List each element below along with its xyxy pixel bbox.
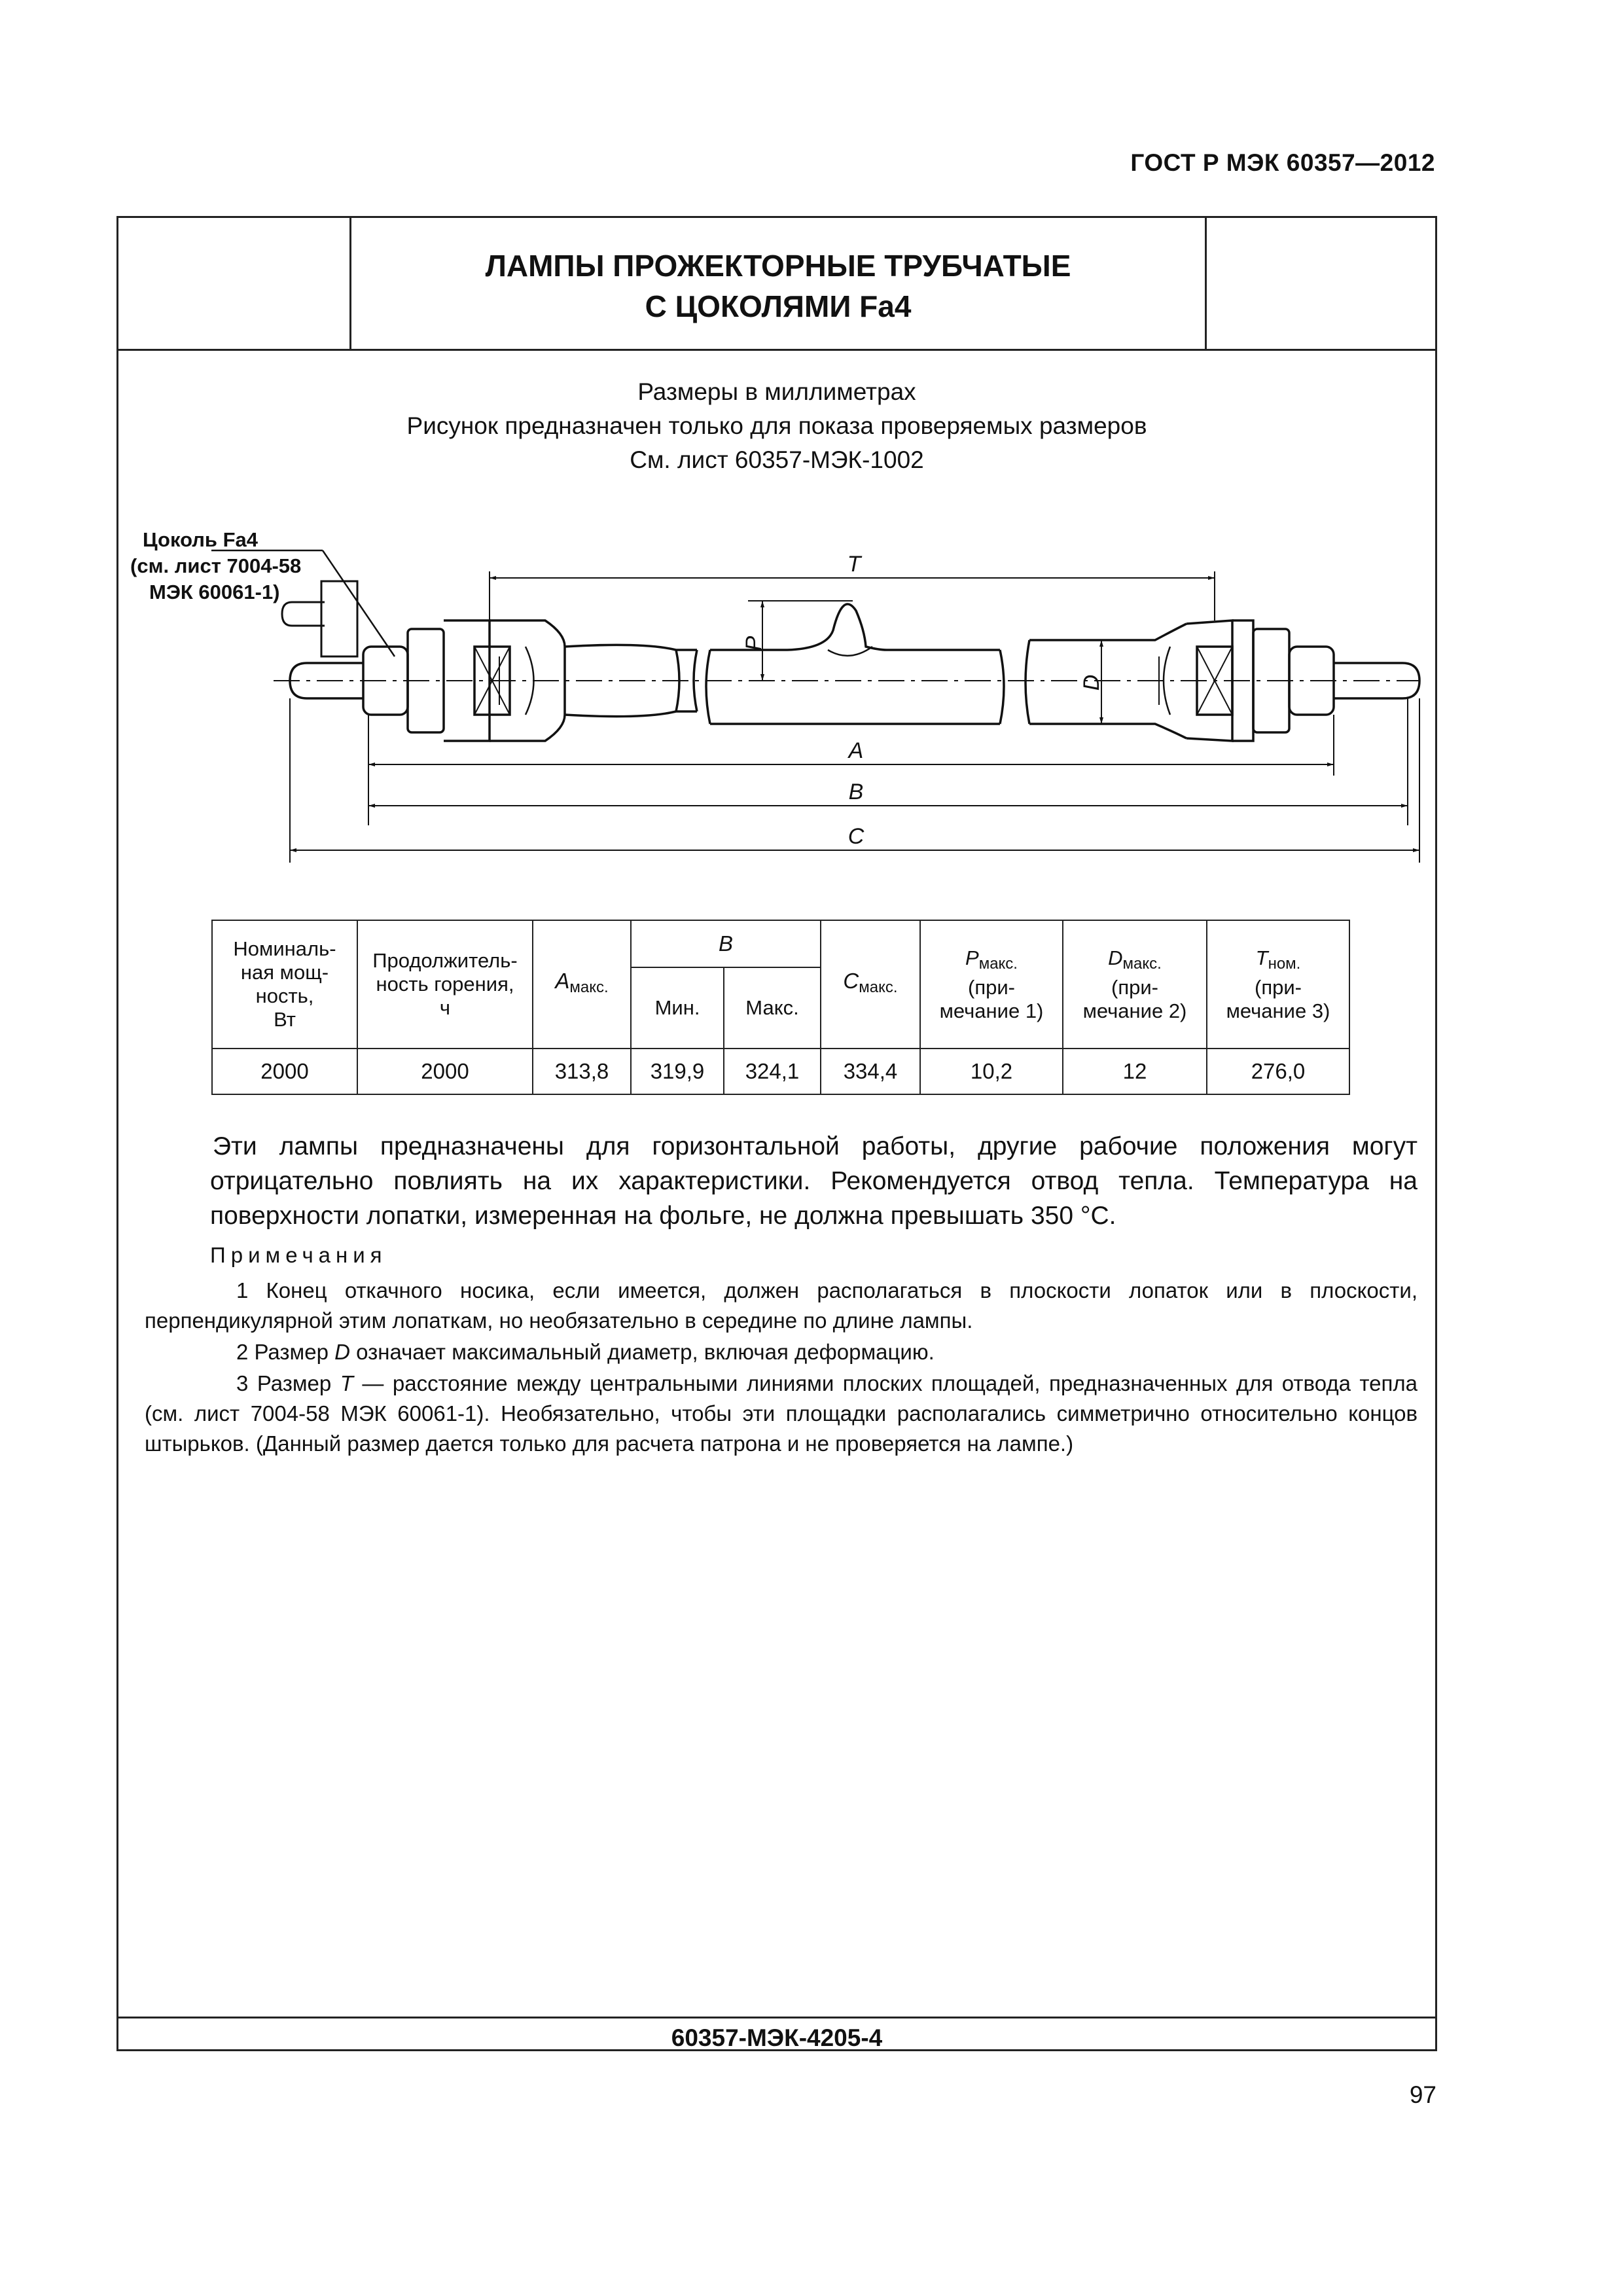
note-3: 3 Размер T — расстояние между центральными линиями плоских площадей, предназначенных для отвода тепла (см. лист 7004-58 МЭК 60061-1). Необязательно, чтобы эти площадки располагались симметрично относительно концов штырьков. (Данный размер дается только для расчета патрона и не проверяется на лампе.) bbox=[145, 1371, 1418, 1456]
dim-label-C: C bbox=[847, 824, 865, 849]
cell-T: 276,0 bbox=[1207, 1049, 1349, 1094]
cell-life: 2000 bbox=[357, 1049, 533, 1094]
cell-A: 313,8 bbox=[533, 1049, 631, 1094]
header-T: $T_{ном.}$ (при- мечание 3) bbox=[1207, 920, 1349, 1049]
cell-B-min: 319,9 bbox=[631, 1049, 724, 1094]
lamp-drawing bbox=[118, 493, 1435, 899]
note-2: 2 Размер D означает максимальный диаметр, включая деформацию. bbox=[236, 1340, 935, 1364]
header-B-max: Макс. bbox=[724, 967, 821, 1049]
callout-line-2: (см. лист 7004-58 bbox=[130, 554, 302, 577]
header-B-min: Мин. bbox=[631, 967, 724, 1049]
dim-label-B: B bbox=[848, 780, 864, 804]
header-power: Номиналь- ная мощ- ность, Вт bbox=[212, 920, 357, 1049]
dim-label-D: D bbox=[1079, 674, 1104, 691]
usage-paragraph: Эти лампы предназначены для горизонтальной работы, другие рабочие положения могут отрицательно повлиять на их характеристики. Рекомендуется отвод тепла. Температура на поверхности лопатки, измеренная на фольге, не должна превышать 350 °С. bbox=[210, 1132, 1418, 1230]
title-line-2: С ЦОКОЛЯМИ Fa4 bbox=[645, 289, 912, 323]
header-D: $D_{макс.}$ (при- мечание 2) bbox=[1063, 920, 1207, 1049]
title-left-cell bbox=[118, 218, 351, 349]
cell-C: 334,4 bbox=[821, 1049, 920, 1094]
dim-label-A: A bbox=[848, 738, 864, 763]
figure-caption bbox=[118, 375, 1435, 477]
dim-label-T: T bbox=[847, 552, 861, 577]
table-row bbox=[212, 1049, 1349, 1094]
title-row bbox=[118, 218, 1435, 351]
caption-units: Размеры в миллиметрах bbox=[637, 378, 916, 405]
standard-designation: ГОСТ Р МЭК 60357—2012 bbox=[1130, 149, 1435, 176]
header-B: B bbox=[631, 920, 821, 967]
cell-D: 12 bbox=[1063, 1049, 1207, 1094]
header-C: $C_{макс.}$ bbox=[821, 920, 920, 1049]
footer-divider bbox=[118, 2017, 1435, 2018]
cell-B-max: 324,1 bbox=[724, 1049, 821, 1094]
caption-reference: См. лист 60357-МЭК-1002 bbox=[630, 446, 924, 473]
header-P: $P_{макс.}$ (при- мечание 1) bbox=[920, 920, 1063, 1049]
callout-line-1: Цоколь Fa4 bbox=[143, 528, 259, 551]
title-right-cell bbox=[1205, 218, 1437, 349]
notes-heading: Примечания bbox=[210, 1243, 387, 1267]
cell-power: 2000 bbox=[212, 1049, 357, 1094]
header-life: Продолжитель- ность горения, ч bbox=[357, 920, 533, 1049]
sheet-title bbox=[351, 245, 1205, 327]
lamp-data-table bbox=[211, 920, 1350, 1095]
dim-label-P: P bbox=[741, 636, 766, 651]
header-A: $A_{макс.}$ bbox=[533, 920, 631, 1049]
caption-purpose: Рисунок предназначен только для показа проверяемых размеров bbox=[406, 412, 1147, 439]
page-number: 97 bbox=[1409, 2081, 1436, 2108]
sheet-frame bbox=[116, 216, 1437, 2051]
title-line-1: ЛАМПЫ ПРОЖЕКТОРНЫЕ ТРУБЧАТЫЕ bbox=[485, 249, 1071, 283]
cell-P: 10,2 bbox=[920, 1049, 1063, 1094]
sheet-code: 60357-МЭК-4205-4 bbox=[671, 2024, 883, 2051]
callout-line-3: МЭК 60061-1) bbox=[149, 581, 280, 603]
note-1: 1 Конец откачного носика, если имеется, должен располагаться в плоскости лопаток или в плоскости, перпендикулярной этим лопаткам, но необязательно в середине по длине лампы. bbox=[145, 1278, 1418, 1333]
